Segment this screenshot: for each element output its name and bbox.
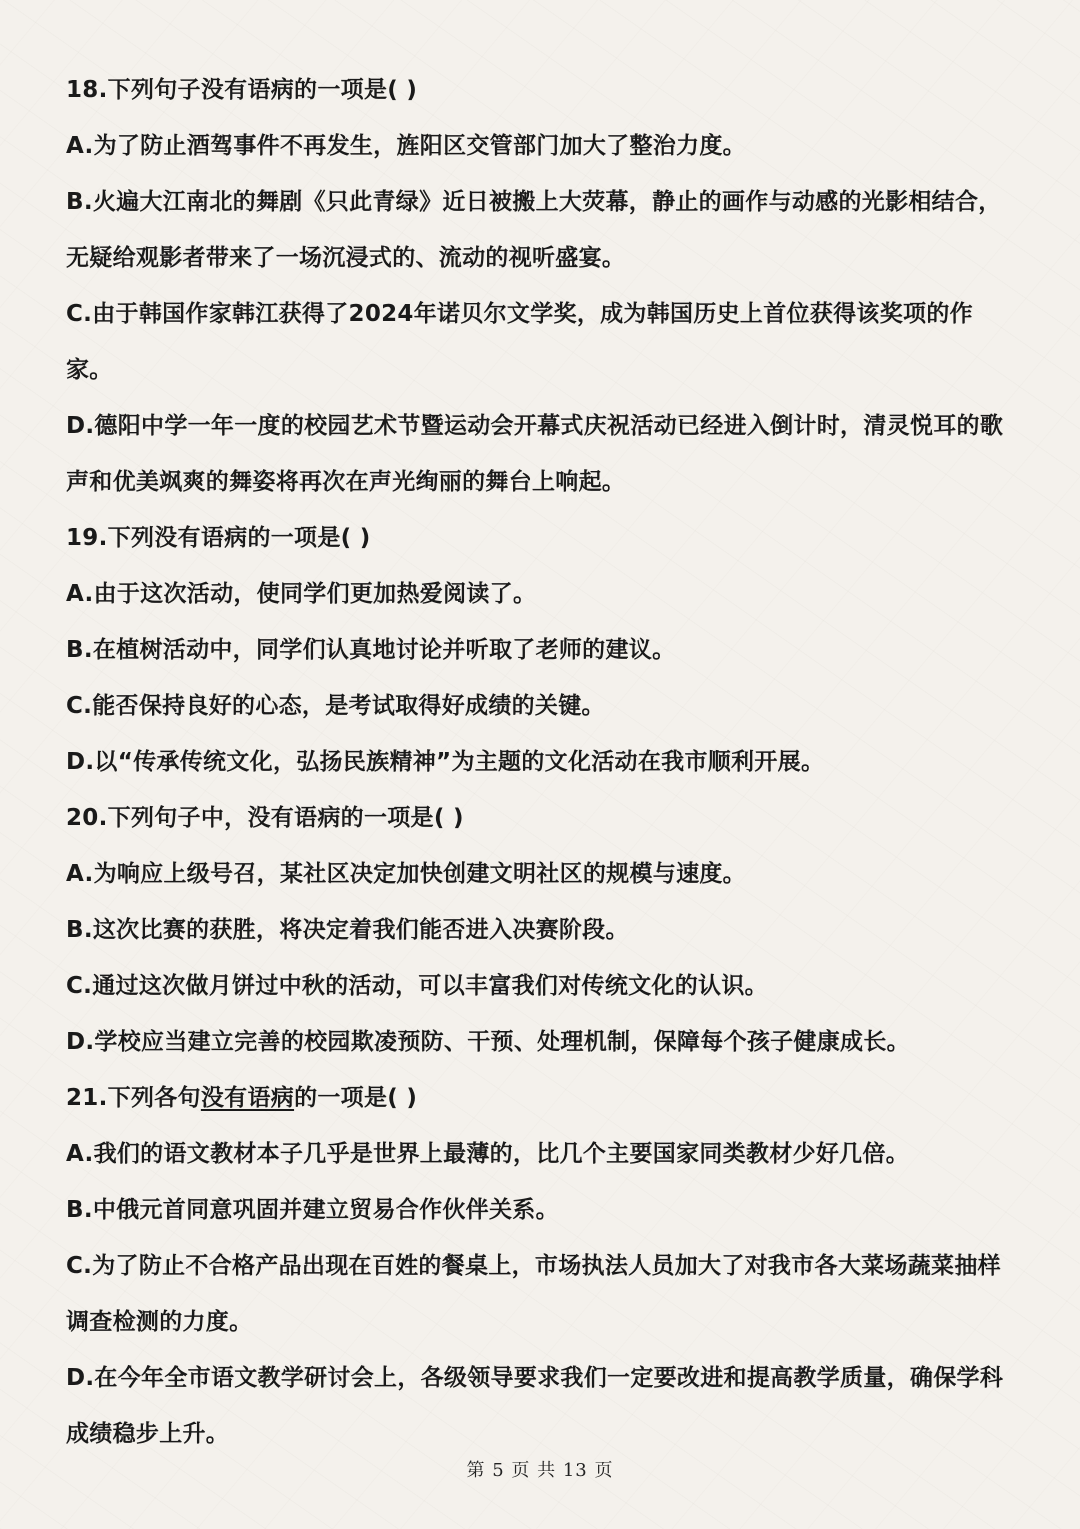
stem-suffix: 的一项是( ) xyxy=(294,1085,418,1111)
stem-underlined: 没有语病 xyxy=(200,1085,295,1111)
option-a: A.为了防止酒驾事件不再发生，旌阳区交管部门加大了整治力度。 xyxy=(66,133,746,159)
question-20 xyxy=(66,790,1016,1070)
option-a: A.为响应上级号召，某社区决定加快创建文明社区的规模与速度。 xyxy=(66,861,746,887)
option-a: A.我们的语文教材本子几乎是世界上最薄的，比几个主要国家同类教材少好几倍。 xyxy=(66,1141,910,1167)
option-c: C.能否保持良好的心态，是考试取得好成绩的关键。 xyxy=(66,693,605,719)
option-c: C.通过这次做月饼过中秋的活动，可以丰富我们对传统文化的认识。 xyxy=(66,973,768,999)
option-a: A.由于这次活动，使同学们更加热爱阅读了。 xyxy=(66,581,537,607)
option-d: D.在今年全市语文教学研讨会上，各级领导要求我们一定要改进和提高教学质量，确保学科成绩稳步上升。 xyxy=(66,1365,1004,1447)
question-stem: 20.下列句子中，没有语病的一项是( ) xyxy=(66,805,464,831)
page-number: 第 5 页 共 13 页 xyxy=(466,1460,614,1481)
question-18 xyxy=(66,62,1016,510)
stem-prefix: 21.下列各句 xyxy=(66,1085,201,1111)
option-d: D.学校应当建立完善的校园欺凌预防、干预、处理机制，保障每个孩子健康成长。 xyxy=(66,1029,910,1055)
option-c: C.由于韩国作家韩江获得了2024年诺贝尔文学奖，成为韩国历史上首位获得该奖项的作家。 xyxy=(66,301,973,383)
question-sheet xyxy=(66,62,1016,1462)
option-b: B.中俄元首同意巩固并建立贸易合作伙伴关系。 xyxy=(66,1197,559,1223)
question-19 xyxy=(66,510,1016,790)
option-b: B.这次比赛的获胜，将决定着我们能否进入决赛阶段。 xyxy=(66,917,629,943)
option-d: D.德阳中学一年一度的校园艺术节暨运动会开幕式庆祝活动已经进入倒计时，清灵悦耳的歌声和优美飒爽的舞姿将再次在声光绚丽的舞台上响起。 xyxy=(66,413,1004,495)
option-b: B.在植树活动中，同学们认真地讨论并听取了老师的建议。 xyxy=(66,637,676,663)
option-b: B.火遍大江南北的舞剧《只此青绿》近日被搬上大荧幕，静止的画作与动感的光影相结合，无疑给观影者带来了一场沉浸式的、流动的视听盛宴。 xyxy=(66,189,1002,271)
question-stem xyxy=(66,1070,1016,1126)
option-d: D.以“传承传统文化，弘扬民族精神”为主题的文化活动在我市顺利开展。 xyxy=(66,749,825,775)
question-stem: 19.下列没有语病的一项是( ) xyxy=(66,525,371,551)
option-c: C.为了防止不合格产品出现在百姓的餐桌上，市场执法人员加大了对我市各大菜场蔬菜抽样调查检测的力度。 xyxy=(66,1253,1001,1335)
question-21 xyxy=(66,1070,1016,1462)
question-stem: 18.下列句子没有语病的一项是( ) xyxy=(66,77,418,103)
